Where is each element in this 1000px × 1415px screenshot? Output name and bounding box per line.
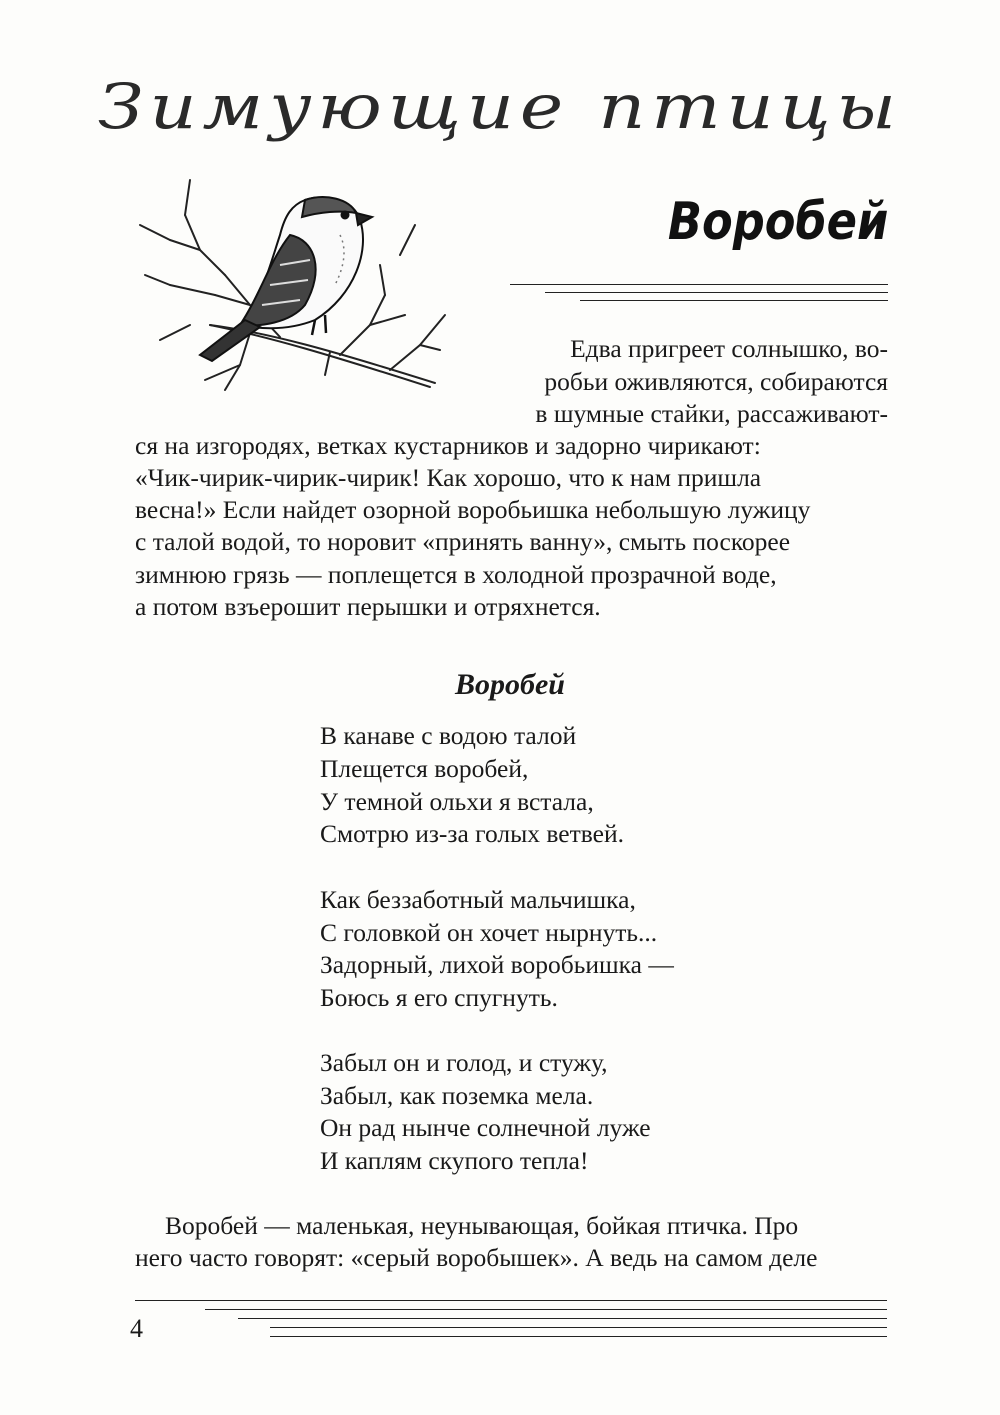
intro-line: ся на изгородях, ветках кустарников и задорно чирикают: (135, 431, 761, 460)
intro-line: «Чик-чирик-чирик-чирик! Как хорошо, что к нам пришла (135, 463, 762, 492)
intro-line: весна!» Если найдет озорной воробьишка небольшую лужицу (135, 495, 811, 524)
footer-rule-2 (205, 1309, 887, 1310)
poem-line: Задорный, лихой воробьишка — (320, 950, 674, 979)
title-rule-2 (545, 292, 888, 293)
poem-line: Забыл, как поземка мела. (320, 1081, 594, 1110)
intro-line: Едва пригреет солнышко, во- (570, 334, 888, 363)
page-number: 4 (130, 1314, 143, 1343)
poem-line: У темной ольхи я встала, (320, 787, 594, 816)
closing-line: него часто говорят: «серый воробышек». А ведь на самом деле (135, 1243, 818, 1272)
poem-line: Забыл он и голод, и стужу, (320, 1048, 608, 1077)
section-title: Воробей (667, 192, 888, 252)
poem-line: Боюсь я его спугнуть. (320, 983, 558, 1012)
poem-title: Воробей (455, 668, 565, 701)
footer-rule-4 (270, 1327, 887, 1328)
poem-line: С головкой он хочет нырнуть... (320, 918, 658, 947)
intro-line: в шумные стайки, рассаживают- (535, 399, 888, 428)
poem-line: И каплям скупого тепла! (320, 1146, 589, 1175)
page-title: Зимующие птицы (98, 70, 902, 143)
poem-line: В канаве с водою талой (320, 721, 577, 750)
intro-line: зимнюю грязь — поплещется в холодной прозрачной воде, (135, 560, 777, 589)
closing-line: Воробей — маленькая, неунывающая, бойкая птичка. Про (165, 1211, 799, 1240)
footer-rule-3 (238, 1318, 887, 1319)
title-rule-3 (580, 300, 888, 301)
intro-line: робьи оживляются, собираются (544, 367, 888, 396)
sparrow-illustration (130, 155, 450, 405)
footer-rule-1 (135, 1300, 887, 1301)
poem-line: Как беззаботный мальчишка, (320, 885, 636, 914)
poem-line: Плещется воробей, (320, 754, 529, 783)
poem-line: Смотрю из-за голых ветвей. (320, 819, 624, 848)
title-rule-1 (510, 284, 888, 285)
intro-line: с талой водой, то норовит «принять ванну», смыть поскорее (135, 527, 791, 556)
intro-line: а потом взъерошит перышки и отряхнется. (135, 592, 601, 621)
poem-line: Он рад нынче солнечной луже (320, 1113, 651, 1142)
footer-rule-5 (270, 1336, 887, 1337)
